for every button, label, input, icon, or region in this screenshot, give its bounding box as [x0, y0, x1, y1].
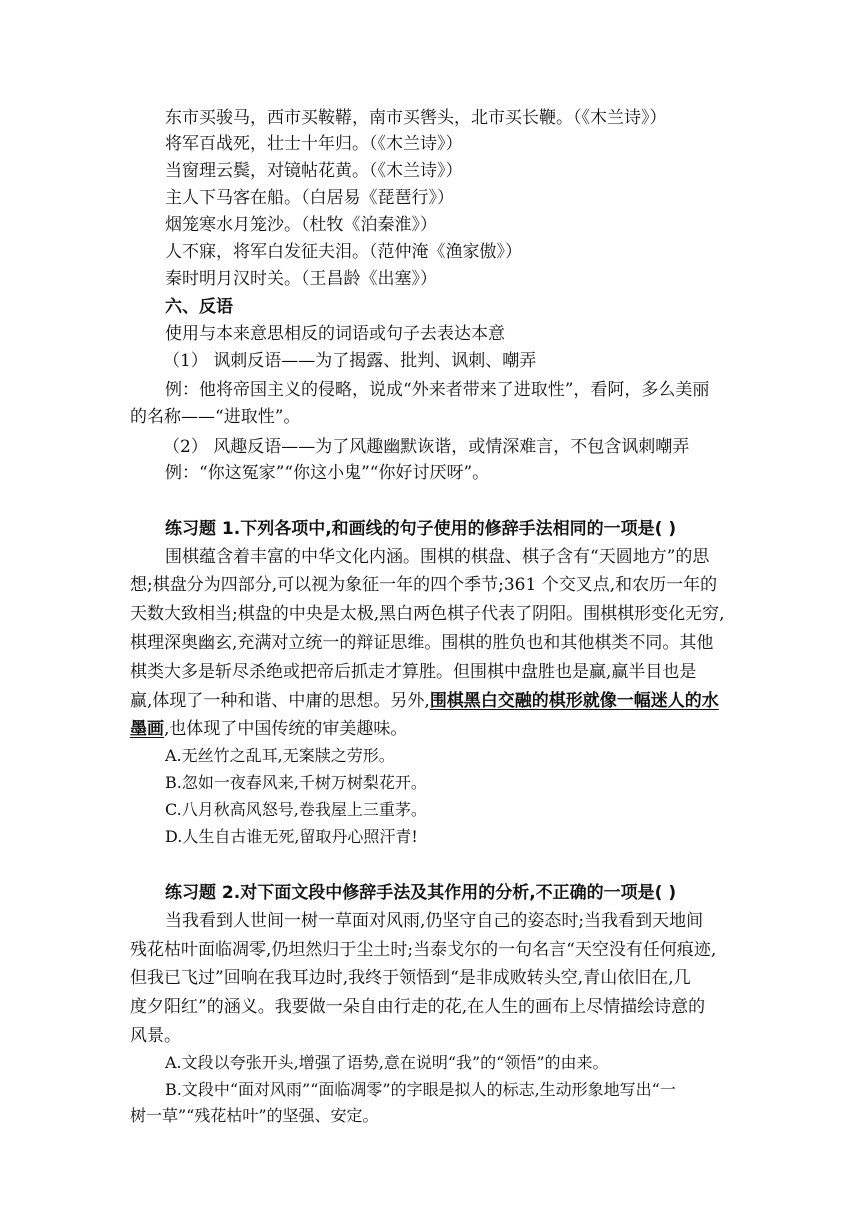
passage-line-with-underline — [130, 718, 407, 740]
option-a: A.文段以夸张开头,增强了语势,意在说明“我”的“领悟”的由来。 — [165, 1053, 609, 1072]
passage-line: 围棋蕴含着丰富的中华文化内涵。围棋的棋盘、棋子含有“天圆地方”的思 — [165, 547, 710, 567]
underlined-sentence: 围棋黑白交融的棋形就像一幅迷人的水 — [429, 691, 719, 711]
example-line: 例：“你这冤家”“你这小鬼”“你好讨厌呀”。 — [165, 463, 490, 483]
exercise-2-title: 练习题 2.对下面文段中修辞手法及其作用的分析,不正确的一项是( ) — [165, 883, 677, 903]
option-c: C.八月秋高风怒号,卷我屋上三重茅。 — [165, 800, 427, 819]
option-d: D.人生自古谁无死,留取丹心照汗青! — [165, 827, 418, 846]
option-b-continued: 树一草”“残花枯叶”的坚强、安定。 — [130, 1106, 379, 1125]
example-line: 例：他将帝国主义的侵略，说成“外来者带来了进取性”，看阿，多么美丽 — [165, 380, 710, 400]
quote-line: 秦时明月汉时关。（王昌龄《出塞》） — [165, 269, 437, 289]
option-b: B.忽如一夜春风来,千树万树梨花开。 — [165, 773, 427, 792]
option-b: B.文段中“面对风雨”“面临凋零”的字眼是拟人的标志,生动形象地写出“一 — [165, 1080, 676, 1099]
quote-line: 人不寐，将军白发征夫泪。（范仲淹《渔家傲》） — [165, 242, 522, 262]
option-a: A.无丝竹之乱耳,无案牍之劳形。 — [165, 746, 395, 765]
passage-line: 但我已飞过”回响在我耳边时,我终于领悟到“是非成败转头空,青山依旧在,几 — [130, 968, 691, 988]
passage-line: 棋类大多是斩尽杀绝或把帝后抓走才算胜。但围棋中盘胜也是赢,赢半目也是 — [130, 662, 697, 682]
quote-line: 烟笼寒水月笼沙。（杜牧《泊秦淮》） — [165, 215, 437, 235]
passage-line-with-underline — [130, 690, 719, 712]
exercise-1-title: 练习题 1.下列各项中,和画线的句子使用的修辞手法相同的一项是( ) — [165, 519, 677, 539]
section-heading: 六、反语 — [165, 297, 233, 317]
passage-line: 想;棋盘分为四部分,可以视为象征一年的四个季节;361 个交叉点,和农历一年的 — [130, 575, 718, 595]
passage-line: 残花枯叶面临凋零,仍坦然归于尘土时;当泰戈尔的一句名言“天空没有任何痕迹, — [130, 940, 717, 960]
passage-text: 赢,体现了一种和谐、中庸的思想。另外, — [130, 691, 430, 711]
quote-line: 东市买骏马，西市买鞍鞯，南市买辔头，北市买长鞭。（《木兰诗》） — [165, 108, 667, 128]
quote-line: 将军百战死，壮士十年归。（《木兰诗》） — [165, 134, 463, 154]
passage-line: 棋理深奥幽玄,充满对立统一的辩证思维。围棋的胜负也和其他棋类不同。其他 — [130, 633, 714, 653]
passage-text: ,也体现了中国传统的审美趣味。 — [164, 719, 408, 739]
irony-type-1: （1） 讽刺反语——为了揭露、批判、讽刺、嘲弄 — [163, 351, 537, 371]
quote-line: 主人下马客在船。（白居易《琵琶行》） — [165, 188, 454, 208]
irony-type-2: （2） 风趣反语——为了风趣幽默诙谐，或情深难言，不包含讽刺嘲弄 — [163, 437, 690, 457]
passage-line: 当我看到人世间一树一草面对风雨,仍坚守自己的姿态时;当我看到天地间 — [165, 911, 704, 931]
quote-line: 当窗理云鬓，对镜帖花黄。（《木兰诗》） — [165, 161, 463, 181]
passage-line: 天数大致相当;棋盘的中央是太极,黑白两色棋子代表了阴阳。围棋棋形变化无穷, — [130, 604, 725, 624]
example-line: 的名称——“进取性”。 — [130, 407, 301, 427]
section-definition: 使用与本来意思相反的词语或句子去表达本意 — [165, 324, 505, 344]
underlined-sentence: 墨画 — [130, 719, 164, 739]
passage-line: 度夕阳红”的涵义。我要做一朵自由行走的花,在人生的画布上尽情描绘诗意的 — [130, 997, 706, 1017]
passage-line: 风景。 — [130, 1026, 181, 1046]
